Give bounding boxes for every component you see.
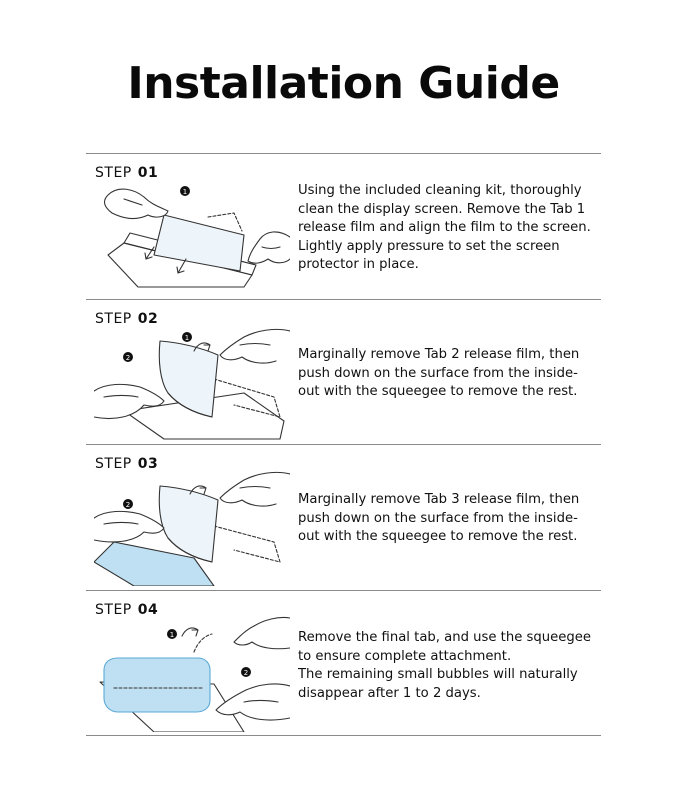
marker-1-icon xyxy=(180,186,190,196)
svg-text:1: 1 xyxy=(169,631,175,639)
marker-1-icon xyxy=(167,629,177,639)
step-number: 04 xyxy=(137,602,159,618)
step-02-illustration xyxy=(94,321,290,441)
divider xyxy=(86,735,601,736)
svg-text:1: 1 xyxy=(184,334,190,342)
page-title: Installation Guide xyxy=(127,58,560,109)
svg-text:2: 2 xyxy=(125,501,131,509)
step-label: STEP 03 xyxy=(95,456,159,472)
step-description: Remove the final tab, and use the squeegee to ensure complete attachment. The remaining small bubbles will naturally disappear after 1 to 2 days. xyxy=(298,630,591,701)
step-04 xyxy=(86,590,601,736)
step-label: STEP 02 xyxy=(95,311,159,327)
step-04-illustration xyxy=(94,612,290,732)
marker-2-icon xyxy=(123,499,133,509)
step-description: Using the included cleaning kit, thoroughly clean the display screen. Remove the Tab 1 release film and align the film to the screen. Lightly apply pressure to set the screen protector in place. xyxy=(298,183,591,272)
step-description: Marginally remove Tab 3 release film, then push down on the surface from the inside-out with the squeegee to remove the rest. xyxy=(298,492,580,544)
marker-2-icon xyxy=(241,667,251,677)
svg-text:2: 2 xyxy=(125,354,131,362)
step-label: STEP 01 xyxy=(95,165,159,181)
step-03 xyxy=(86,444,601,590)
step-03-illustration xyxy=(94,466,290,586)
svg-text:1: 1 xyxy=(182,188,188,196)
marker-1-icon xyxy=(182,332,192,342)
marker-2-icon xyxy=(123,352,133,362)
step-label: STEP 04 xyxy=(95,602,159,618)
step-number: 02 xyxy=(137,311,159,327)
svg-text:2: 2 xyxy=(243,669,249,677)
step-description: Marginally remove Tab 2 release film, then push down on the surface from the inside-out with the squeegee to remove the rest. xyxy=(298,347,580,399)
step-02 xyxy=(86,299,601,445)
step-number: 01 xyxy=(137,165,159,181)
step-01 xyxy=(86,153,601,299)
step-number: 03 xyxy=(137,456,159,472)
step-01-illustration xyxy=(94,175,290,295)
